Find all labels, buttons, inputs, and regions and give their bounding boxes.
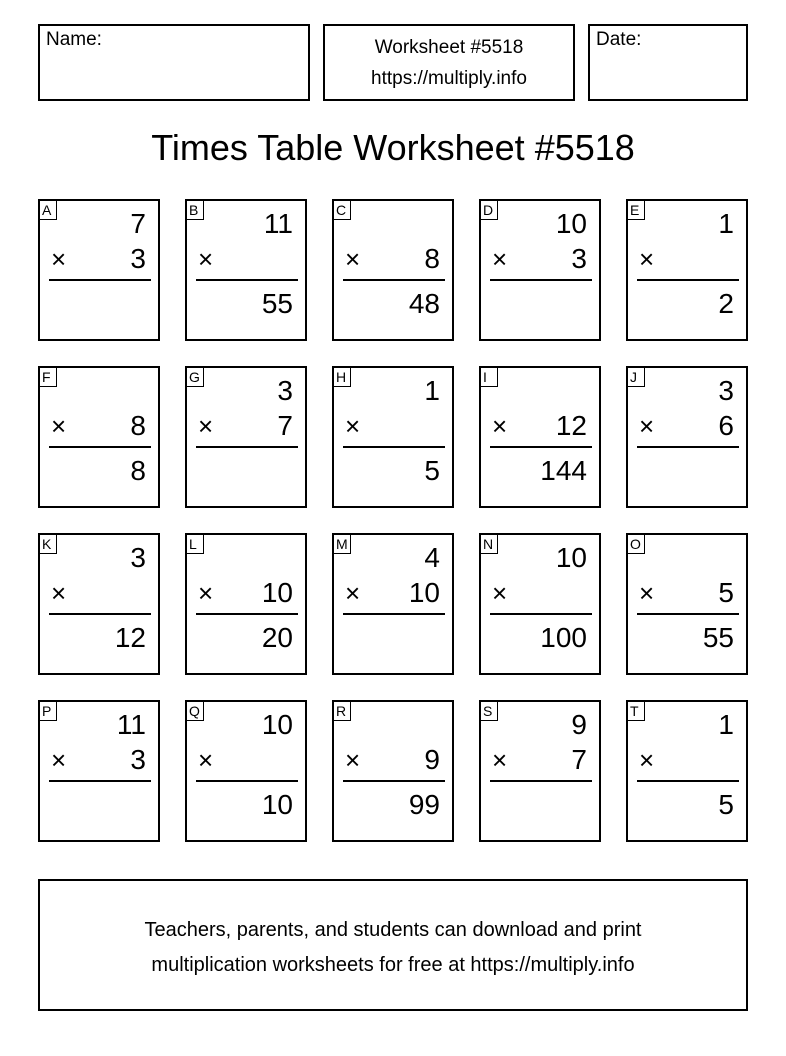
answer-rule xyxy=(343,279,445,281)
worksheet-number: Worksheet #5518 xyxy=(374,37,524,58)
answer-rule xyxy=(196,446,298,448)
problem-letter: O xyxy=(627,534,645,554)
footer-line-1: Teachers, parents, and students can download and print xyxy=(144,919,642,941)
multiplicand: 4 xyxy=(424,542,440,573)
times-sign: × xyxy=(639,745,655,775)
worksheet-info-box xyxy=(323,24,575,101)
problem-j xyxy=(626,366,748,508)
problem-e xyxy=(626,199,748,341)
answer-rule xyxy=(637,279,739,281)
multiplicand: 3 xyxy=(130,542,146,573)
product: 12 xyxy=(114,622,146,653)
multiplier: 9 xyxy=(424,744,440,775)
problem-o xyxy=(626,533,748,675)
product: 144 xyxy=(540,455,587,486)
multiplier: 3 xyxy=(130,744,146,775)
multiplier: 10 xyxy=(408,577,440,608)
times-sign: × xyxy=(639,244,655,274)
multiplier: 12 xyxy=(555,410,587,441)
times-sign: × xyxy=(198,411,214,441)
problem-letter: F xyxy=(39,367,57,387)
problem-c xyxy=(332,199,454,341)
product: 99 xyxy=(408,789,440,820)
problem-letter: M xyxy=(333,534,351,554)
multiplier: 8 xyxy=(130,410,146,441)
multiplicand: 10 xyxy=(555,208,587,239)
product: 5 xyxy=(718,789,734,820)
product: 48 xyxy=(408,288,440,319)
problem-letter: Q xyxy=(186,701,204,721)
times-sign: × xyxy=(639,578,655,608)
times-sign: × xyxy=(492,244,508,274)
problem-letter: N xyxy=(480,534,498,554)
answer-rule xyxy=(343,613,445,615)
problem-t xyxy=(626,700,748,842)
answer-rule xyxy=(490,780,592,782)
problem-s xyxy=(479,700,601,842)
answer-rule xyxy=(196,780,298,782)
footer-text xyxy=(40,913,746,983)
problem-d xyxy=(479,199,601,341)
multiplier: 10 xyxy=(261,577,293,608)
multiplicand: 3 xyxy=(718,375,734,406)
times-sign: × xyxy=(492,745,508,775)
page-title: Times Table Worksheet #5518 xyxy=(151,127,635,168)
problem-l xyxy=(185,533,307,675)
product: 2 xyxy=(718,288,734,319)
footer-box xyxy=(38,879,748,1011)
times-sign: × xyxy=(51,745,67,775)
times-sign: × xyxy=(492,411,508,441)
problem-letter: H xyxy=(333,367,351,387)
problem-letter: K xyxy=(39,534,57,554)
answer-rule xyxy=(637,446,739,448)
times-sign: × xyxy=(345,578,361,608)
problem-h xyxy=(332,366,454,508)
times-sign: × xyxy=(198,578,214,608)
problem-letter: E xyxy=(627,200,645,220)
problem-g xyxy=(185,366,307,508)
problem-letter: A xyxy=(39,200,57,220)
times-sign: × xyxy=(51,578,67,608)
multiplicand: 7 xyxy=(130,208,146,239)
problem-letter: J xyxy=(627,367,645,387)
answer-rule xyxy=(490,613,592,615)
name-label: Name: xyxy=(46,29,102,50)
problem-m xyxy=(332,533,454,675)
multiplier: 7 xyxy=(277,410,293,441)
multiplicand: 10 xyxy=(261,709,293,740)
problem-letter: B xyxy=(186,200,204,220)
problem-p xyxy=(38,700,160,842)
answer-rule xyxy=(637,780,739,782)
multiplicand: 1 xyxy=(718,208,734,239)
worksheet-site: https://multiply.info xyxy=(371,68,527,89)
multiplicand: 1 xyxy=(718,709,734,740)
answer-rule xyxy=(196,613,298,615)
footer-line-2: multiplication worksheets for free at https://multiply.info xyxy=(151,954,635,976)
product: 55 xyxy=(702,622,734,653)
answer-rule xyxy=(637,613,739,615)
times-sign: × xyxy=(51,244,67,274)
problem-letter: L xyxy=(186,534,204,554)
answer-rule xyxy=(49,279,151,281)
answer-rule xyxy=(49,446,151,448)
multiplier: 7 xyxy=(571,744,587,775)
problem-letter: T xyxy=(627,701,645,721)
times-sign: × xyxy=(198,745,214,775)
product: 55 xyxy=(261,288,293,319)
times-sign: × xyxy=(51,411,67,441)
problem-n xyxy=(479,533,601,675)
multiplicand: 3 xyxy=(277,375,293,406)
answer-rule xyxy=(343,446,445,448)
problem-letter: G xyxy=(186,367,204,387)
name-box[interactable] xyxy=(38,24,310,101)
multiplicand: 11 xyxy=(116,709,146,740)
times-sign: × xyxy=(492,578,508,608)
times-sign: × xyxy=(345,244,361,274)
product: 5 xyxy=(424,455,440,486)
product: 20 xyxy=(261,622,293,653)
problem-q xyxy=(185,700,307,842)
times-sign: × xyxy=(639,411,655,441)
problem-k xyxy=(38,533,160,675)
answer-rule xyxy=(490,446,592,448)
answer-rule xyxy=(490,279,592,281)
multiplicand: 1 xyxy=(424,375,440,406)
problem-letter: I xyxy=(480,367,498,387)
product: 100 xyxy=(540,622,587,653)
times-sign: × xyxy=(198,244,214,274)
multiplier: 6 xyxy=(718,410,734,441)
problem-f xyxy=(38,366,160,508)
problem-r xyxy=(332,700,454,842)
multiplier: 3 xyxy=(571,243,587,274)
product: 8 xyxy=(130,455,146,486)
answer-rule xyxy=(343,780,445,782)
answer-rule xyxy=(196,279,298,281)
multiplier: 5 xyxy=(718,577,734,608)
multiplier: 3 xyxy=(130,243,146,274)
problem-letter: S xyxy=(480,701,498,721)
problem-a xyxy=(38,199,160,341)
problem-letter: R xyxy=(333,701,351,721)
times-sign: × xyxy=(345,411,361,441)
times-sign: × xyxy=(345,745,361,775)
multiplier: 8 xyxy=(424,243,440,274)
multiplicand: 11 xyxy=(263,208,293,239)
date-label: Date: xyxy=(596,29,642,50)
multiplicand: 9 xyxy=(571,709,587,740)
problem-i xyxy=(479,366,601,508)
problem-b xyxy=(185,199,307,341)
problem-letter: D xyxy=(480,200,498,220)
answer-rule xyxy=(49,780,151,782)
multiplicand: 10 xyxy=(555,542,587,573)
problem-letter: C xyxy=(333,200,351,220)
problem-letter: P xyxy=(39,701,57,721)
date-box[interactable] xyxy=(588,24,748,101)
answer-rule xyxy=(49,613,151,615)
product: 10 xyxy=(261,789,293,820)
